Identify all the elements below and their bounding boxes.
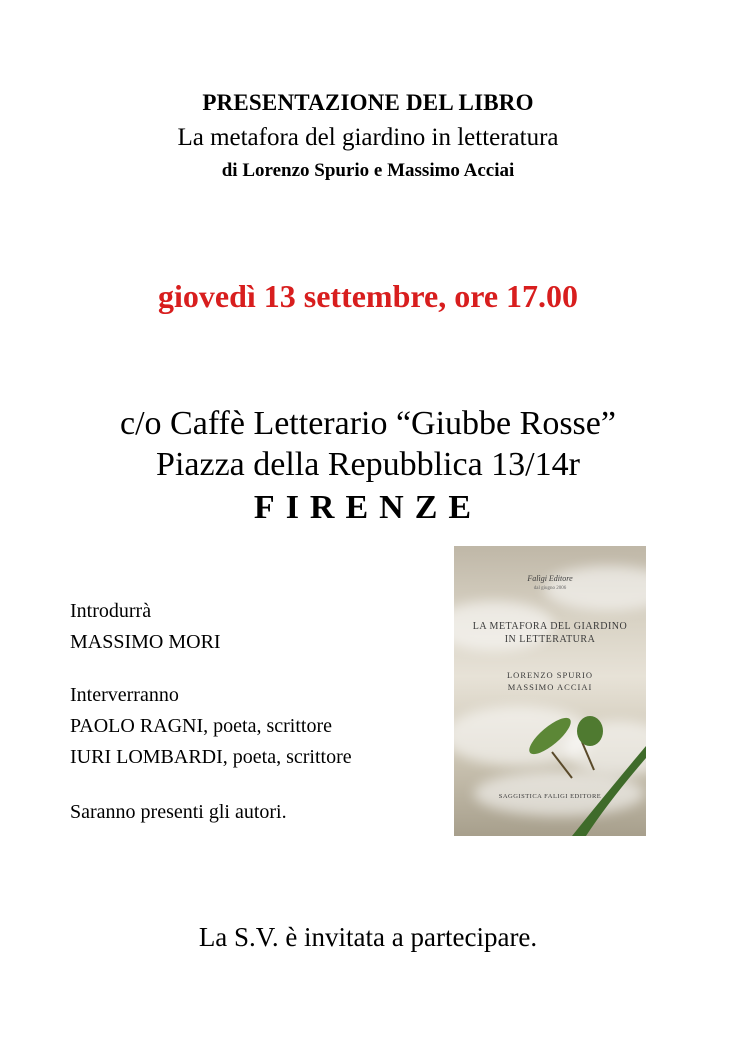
cover-title-line2: IN LETTERATURA [504, 634, 596, 645]
cover-title-line1: LA METAFORA DEL GIARDINO [472, 621, 628, 632]
speakers-label: Interverranno [70, 684, 179, 706]
cover-author-2: MASSIMO ACCIAI [507, 682, 593, 692]
intro-label: Introdurrà [70, 600, 152, 622]
intro-name: MASSIMO MORI [70, 631, 221, 653]
event-heading: PRESENTAZIONE DEL LIBRO [202, 90, 534, 115]
venue-name: c/o Caffè Letterario “Giubbe Rosse” [120, 405, 616, 442]
book-cover-image [454, 546, 646, 836]
cover-publisher-sub: dal giugno 2006 [533, 586, 567, 591]
event-date-time: giovedì 13 settembre, ore 17.00 [157, 278, 579, 314]
book-authors: di Lorenzo Spurio e Massimo Acciai [221, 160, 515, 181]
venue-address: Piazza della Repubblica 13/14r [156, 446, 580, 483]
speaker-2: IURI LOMBARDI, poeta, scrittore [70, 746, 352, 768]
venue-city: FIRENZE [253, 489, 483, 526]
invitation-text: La S.V. è invitata a partecipare. [198, 922, 538, 952]
cover-series: SAGGISTICA FALIGI EDITORE [498, 793, 602, 800]
cover-publisher: Falìgi Editore [527, 574, 573, 583]
book-title: La metafora del giardino in letteratura [177, 124, 559, 151]
speaker-1: PAOLO RAGNI, poeta, scrittore [70, 715, 333, 737]
authors-present-note: Saranno presenti gli autori. [70, 801, 287, 823]
cover-author-1: LORENZO SPURIO [506, 670, 594, 680]
